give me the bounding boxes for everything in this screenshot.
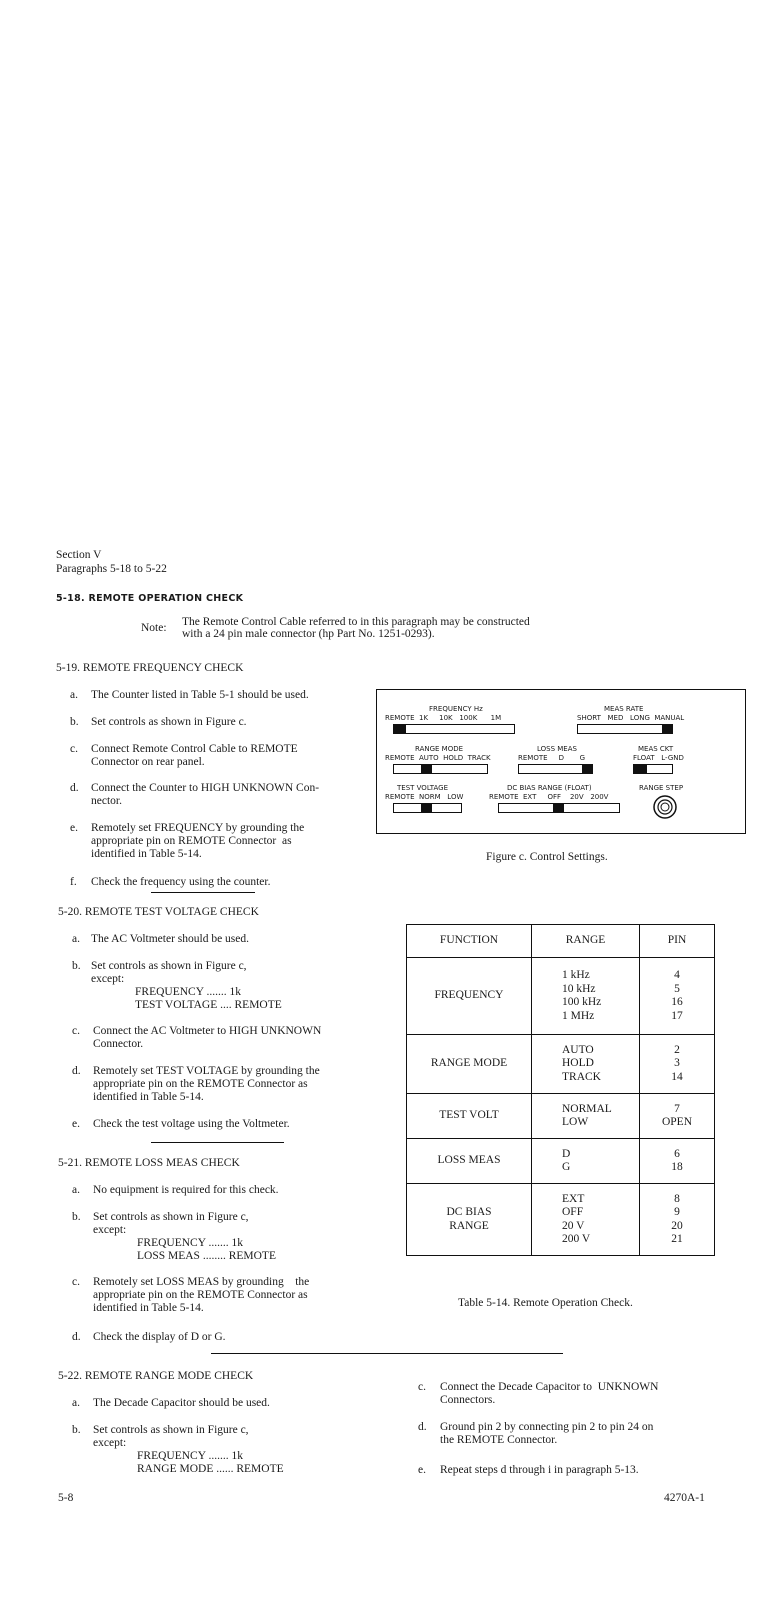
- range-value: EXT: [562, 1192, 585, 1205]
- s521-title: 5-21. REMOTE LOSS MEAS CHECK: [58, 1157, 240, 1169]
- s522-c-line2: Connectors.: [440, 1394, 496, 1406]
- s520-c-line1: Connect the AC Voltmeter to HIGH UNKNOWN: [93, 1025, 322, 1037]
- s521-c-label: c.: [72, 1276, 80, 1288]
- pin-value: 14: [671, 1070, 683, 1083]
- s522-title: 5-22. REMOTE RANGE MODE CHECK: [58, 1370, 254, 1382]
- range-value: LOW: [562, 1116, 589, 1128]
- table-row: [407, 1035, 715, 1094]
- s522-c-line1: Connect the Decade Capacitor to UNKNOWN: [440, 1381, 659, 1393]
- pin-value: 4: [674, 969, 680, 981]
- range-value: NORMAL: [562, 1102, 612, 1115]
- table-row: [407, 1094, 715, 1139]
- s522-c-label: c.: [418, 1381, 426, 1393]
- s518-title: 5-18. REMOTE OPERATION CHECK: [56, 593, 244, 604]
- s520-b-line2: except:: [91, 973, 125, 985]
- dc-bias-title: DC BIAS RANGE (FLOAT): [507, 784, 592, 792]
- meas-ckt-positions: FLOAT L-GND: [633, 754, 684, 762]
- s519-item-label: d.: [70, 782, 79, 794]
- header-function: FUNCTION: [407, 925, 532, 958]
- s519-item-text: Set controls as shown in Figure c.: [91, 716, 247, 728]
- s521-a-label: a.: [72, 1184, 80, 1196]
- divider: [151, 892, 255, 893]
- range-cell: [532, 1035, 640, 1094]
- range-mode-switch: [393, 764, 488, 774]
- test-voltage-switch-knob: [421, 803, 432, 813]
- model-number: 4270A-1: [664, 1492, 705, 1504]
- range-value: HOLD: [562, 1057, 594, 1070]
- s520-d-line2: appropriate pin on the REMOTE Connector as: [93, 1078, 308, 1090]
- pin-value: 20: [671, 1219, 683, 1232]
- s522-e-label: e.: [418, 1464, 426, 1476]
- s521-c-line2: appropriate pin on the REMOTE Connector as: [93, 1289, 308, 1301]
- s520-a-text: The AC Voltmeter should be used.: [91, 933, 250, 945]
- s521-d-label: d.: [72, 1331, 81, 1343]
- test-voltage-title: TEST VOLTAGE: [397, 784, 448, 792]
- pin-value: OPEN: [661, 1116, 693, 1128]
- remote-operation-table: [406, 924, 715, 1256]
- pin-value: 6: [674, 1147, 680, 1160]
- range-cell: [532, 1139, 640, 1184]
- s521-b-sub2: LOSS MEAS ........ REMOTE: [137, 1250, 276, 1262]
- s522-b-sub2: RANGE MODE ...... REMOTE: [137, 1463, 284, 1475]
- range-value: TRACK: [562, 1070, 601, 1083]
- table-body: [407, 958, 715, 1256]
- pin-value: 3: [674, 1057, 680, 1070]
- meas-rate-switch: [577, 724, 673, 734]
- s521-b-line2: except:: [93, 1224, 127, 1236]
- s520-b-sub2: TEST VOLTAGE .... REMOTE: [135, 999, 282, 1011]
- s522-d-line2: the REMOTE Connector.: [440, 1434, 558, 1446]
- s522-b-line1: Set controls as shown in Figure c,: [93, 1424, 249, 1436]
- dc-bias-switch-knob: [553, 803, 564, 813]
- s520-b-line1: Set controls as shown in Figure c,: [91, 960, 247, 972]
- s521-c-line3: identified in Table 5-14.: [93, 1302, 204, 1314]
- pin-value: 8: [674, 1192, 680, 1205]
- note-line-2: with a 24 pin male connector (hp Part No. 1251-0293).: [182, 628, 435, 640]
- s521-b-label: b.: [72, 1211, 81, 1223]
- s520-a-label: a.: [72, 933, 80, 945]
- s522-a-label: a.: [72, 1397, 80, 1409]
- page-number: 5-8: [58, 1492, 74, 1504]
- meas-rate-positions: SHORT MED LONG MANUAL: [577, 714, 685, 722]
- s520-d-line1: Remotely set TEST VOLTAGE by grounding the: [93, 1065, 320, 1077]
- s519-item-text: The Counter listed in Table 5-1 should be used.: [91, 689, 309, 701]
- s521-b-sub1: FREQUENCY ....... 1k: [137, 1237, 243, 1249]
- range-step-knob-icon: [652, 794, 678, 820]
- function-cell: TEST VOLT: [407, 1094, 532, 1139]
- meas-rate-title: MEAS RATE: [604, 705, 644, 713]
- function-cell: RANGE MODE: [407, 1035, 532, 1094]
- frequency-switch: [393, 724, 515, 734]
- loss-meas-positions: REMOTE D G: [518, 754, 586, 762]
- function-cell: DC BIAS RANGE: [407, 1184, 532, 1256]
- range-cell: [532, 1094, 640, 1139]
- range-value: D: [562, 1147, 571, 1160]
- s519-item-text: Connect Remote Control Cable to REMOTE: [91, 743, 298, 755]
- frequency-positions: REMOTE 1K 10K 100K 1M: [385, 714, 502, 722]
- pin-value: 2: [674, 1043, 680, 1056]
- function-cell: FREQUENCY: [407, 958, 532, 1035]
- s519-item-text: appropriate pin on REMOTE Connector as: [91, 835, 292, 847]
- s520-e-text: Check the test voltage using the Voltmeter.: [93, 1118, 290, 1130]
- figure-caption: Figure c. Control Settings.: [486, 851, 608, 863]
- pin-value: 7: [674, 1102, 680, 1115]
- range-mode-positions: REMOTE AUTO HOLD TRACK: [385, 754, 491, 762]
- pin-value: 5: [674, 982, 680, 995]
- range-value: G: [562, 1161, 571, 1173]
- pin-cell: [640, 1094, 715, 1139]
- note-label: Note:: [141, 622, 167, 634]
- test-voltage-positions: REMOTE NORM LOW: [385, 793, 464, 801]
- s519-item-label: c.: [70, 743, 78, 755]
- range-cell: [532, 1184, 640, 1256]
- s519-item-label: a.: [70, 689, 78, 701]
- meas-ckt-title: MEAS CKT: [638, 745, 674, 753]
- s520-c-line2: Connector.: [93, 1038, 144, 1050]
- header-range: RANGE: [532, 925, 640, 958]
- s522-d-label: d.: [418, 1421, 427, 1433]
- control-settings-panel: [376, 689, 746, 834]
- range-step-title: RANGE STEP: [639, 784, 684, 792]
- pin-value: 18: [671, 1161, 683, 1173]
- loss-meas-switch-knob: [582, 764, 593, 774]
- s519-item-text: Check the frequency using the counter.: [91, 876, 271, 888]
- range-mode-title: RANGE MODE: [415, 745, 464, 753]
- pin-cell: [640, 1184, 715, 1256]
- frequency-title: FREQUENCY Hz: [429, 705, 483, 713]
- pin-cell: [640, 1139, 715, 1184]
- meas-rate-switch-knob: [662, 724, 673, 734]
- range-value: 1 MHz: [562, 1009, 595, 1022]
- s522-d-line1: Ground pin 2 by connecting pin 2 to pin 24 on: [440, 1421, 654, 1433]
- divider: [151, 1142, 284, 1143]
- s519-item-text: identified in Table 5-14.: [91, 848, 202, 860]
- s519-item-label: f.: [70, 876, 77, 888]
- range-value: 1 kHz: [562, 969, 590, 981]
- s521-d-text: Check the display of D or G.: [93, 1331, 226, 1343]
- s522-e-text: Repeat steps d through i in paragraph 5-13.: [440, 1464, 639, 1476]
- range-cell: [532, 958, 640, 1035]
- s522-b-sub1: FREQUENCY ....... 1k: [137, 1450, 243, 1462]
- note-line-1: The Remote Control Cable referred to in this paragraph may be constructed: [182, 616, 530, 628]
- divider: [211, 1353, 563, 1354]
- s520-e-label: e.: [72, 1118, 80, 1130]
- pin-value: 17: [671, 1009, 683, 1022]
- s522-b-label: b.: [72, 1424, 81, 1436]
- s519-item-text: Connector on rear panel.: [91, 756, 205, 768]
- s519-item-text: Connect the Counter to HIGH UNKNOWN Con-: [91, 782, 320, 794]
- frequency-switch-knob: [393, 724, 406, 734]
- pin-cell: [640, 958, 715, 1035]
- s519-title: 5-19. REMOTE FREQUENCY CHECK: [56, 662, 244, 674]
- pin-value: 9: [674, 1206, 680, 1218]
- table-row: [407, 1139, 715, 1184]
- range-value: 20 V: [562, 1219, 585, 1232]
- meas-ckt-switch-knob: [633, 764, 647, 774]
- s520-b-sub1: FREQUENCY ....... 1k: [135, 986, 241, 998]
- s522-b-line2: except:: [93, 1437, 127, 1449]
- header-pin: PIN: [640, 925, 715, 958]
- range-mode-switch-knob: [421, 764, 432, 774]
- paragraphs-label: Paragraphs 5-18 to 5-22: [56, 563, 167, 575]
- s520-d-label: d.: [72, 1065, 81, 1077]
- s522-a-text: The Decade Capacitor should be used.: [93, 1397, 270, 1409]
- loss-meas-title: LOSS MEAS: [537, 745, 577, 753]
- range-value: 10 kHz: [562, 982, 596, 995]
- s521-a-text: No equipment is required for this check.: [93, 1184, 279, 1196]
- s519-item-text: nector.: [91, 795, 122, 807]
- s521-b-line1: Set controls as shown in Figure c,: [93, 1211, 249, 1223]
- s520-d-line3: identified in Table 5-14.: [93, 1091, 204, 1103]
- s520-b-label: b.: [72, 960, 81, 972]
- range-value: 100 kHz: [562, 996, 602, 1008]
- s519-item-label: b.: [70, 716, 79, 728]
- range-value: OFF: [562, 1206, 584, 1218]
- s519-item-label: e.: [70, 822, 78, 834]
- pin-value: 16: [671, 996, 683, 1008]
- s520-title: 5-20. REMOTE TEST VOLTAGE CHECK: [58, 906, 259, 918]
- range-value: 200 V: [562, 1233, 591, 1245]
- range-value: AUTO: [562, 1043, 594, 1056]
- s519-item-text: Remotely set FREQUENCY by grounding the: [91, 822, 305, 834]
- table-row: [407, 1184, 715, 1256]
- section-label: Section V: [56, 549, 102, 561]
- pin-cell: [640, 1035, 715, 1094]
- table-caption: Table 5-14. Remote Operation Check.: [458, 1297, 633, 1309]
- table-row: [407, 958, 715, 1035]
- dc-bias-positions: REMOTE EXT OFF 20V 200V: [489, 793, 609, 801]
- pin-value: 21: [671, 1233, 683, 1245]
- s521-c-line1: Remotely set LOSS MEAS by grounding the: [93, 1276, 310, 1288]
- s520-c-label: c.: [72, 1025, 80, 1037]
- function-cell: LOSS MEAS: [407, 1139, 532, 1184]
